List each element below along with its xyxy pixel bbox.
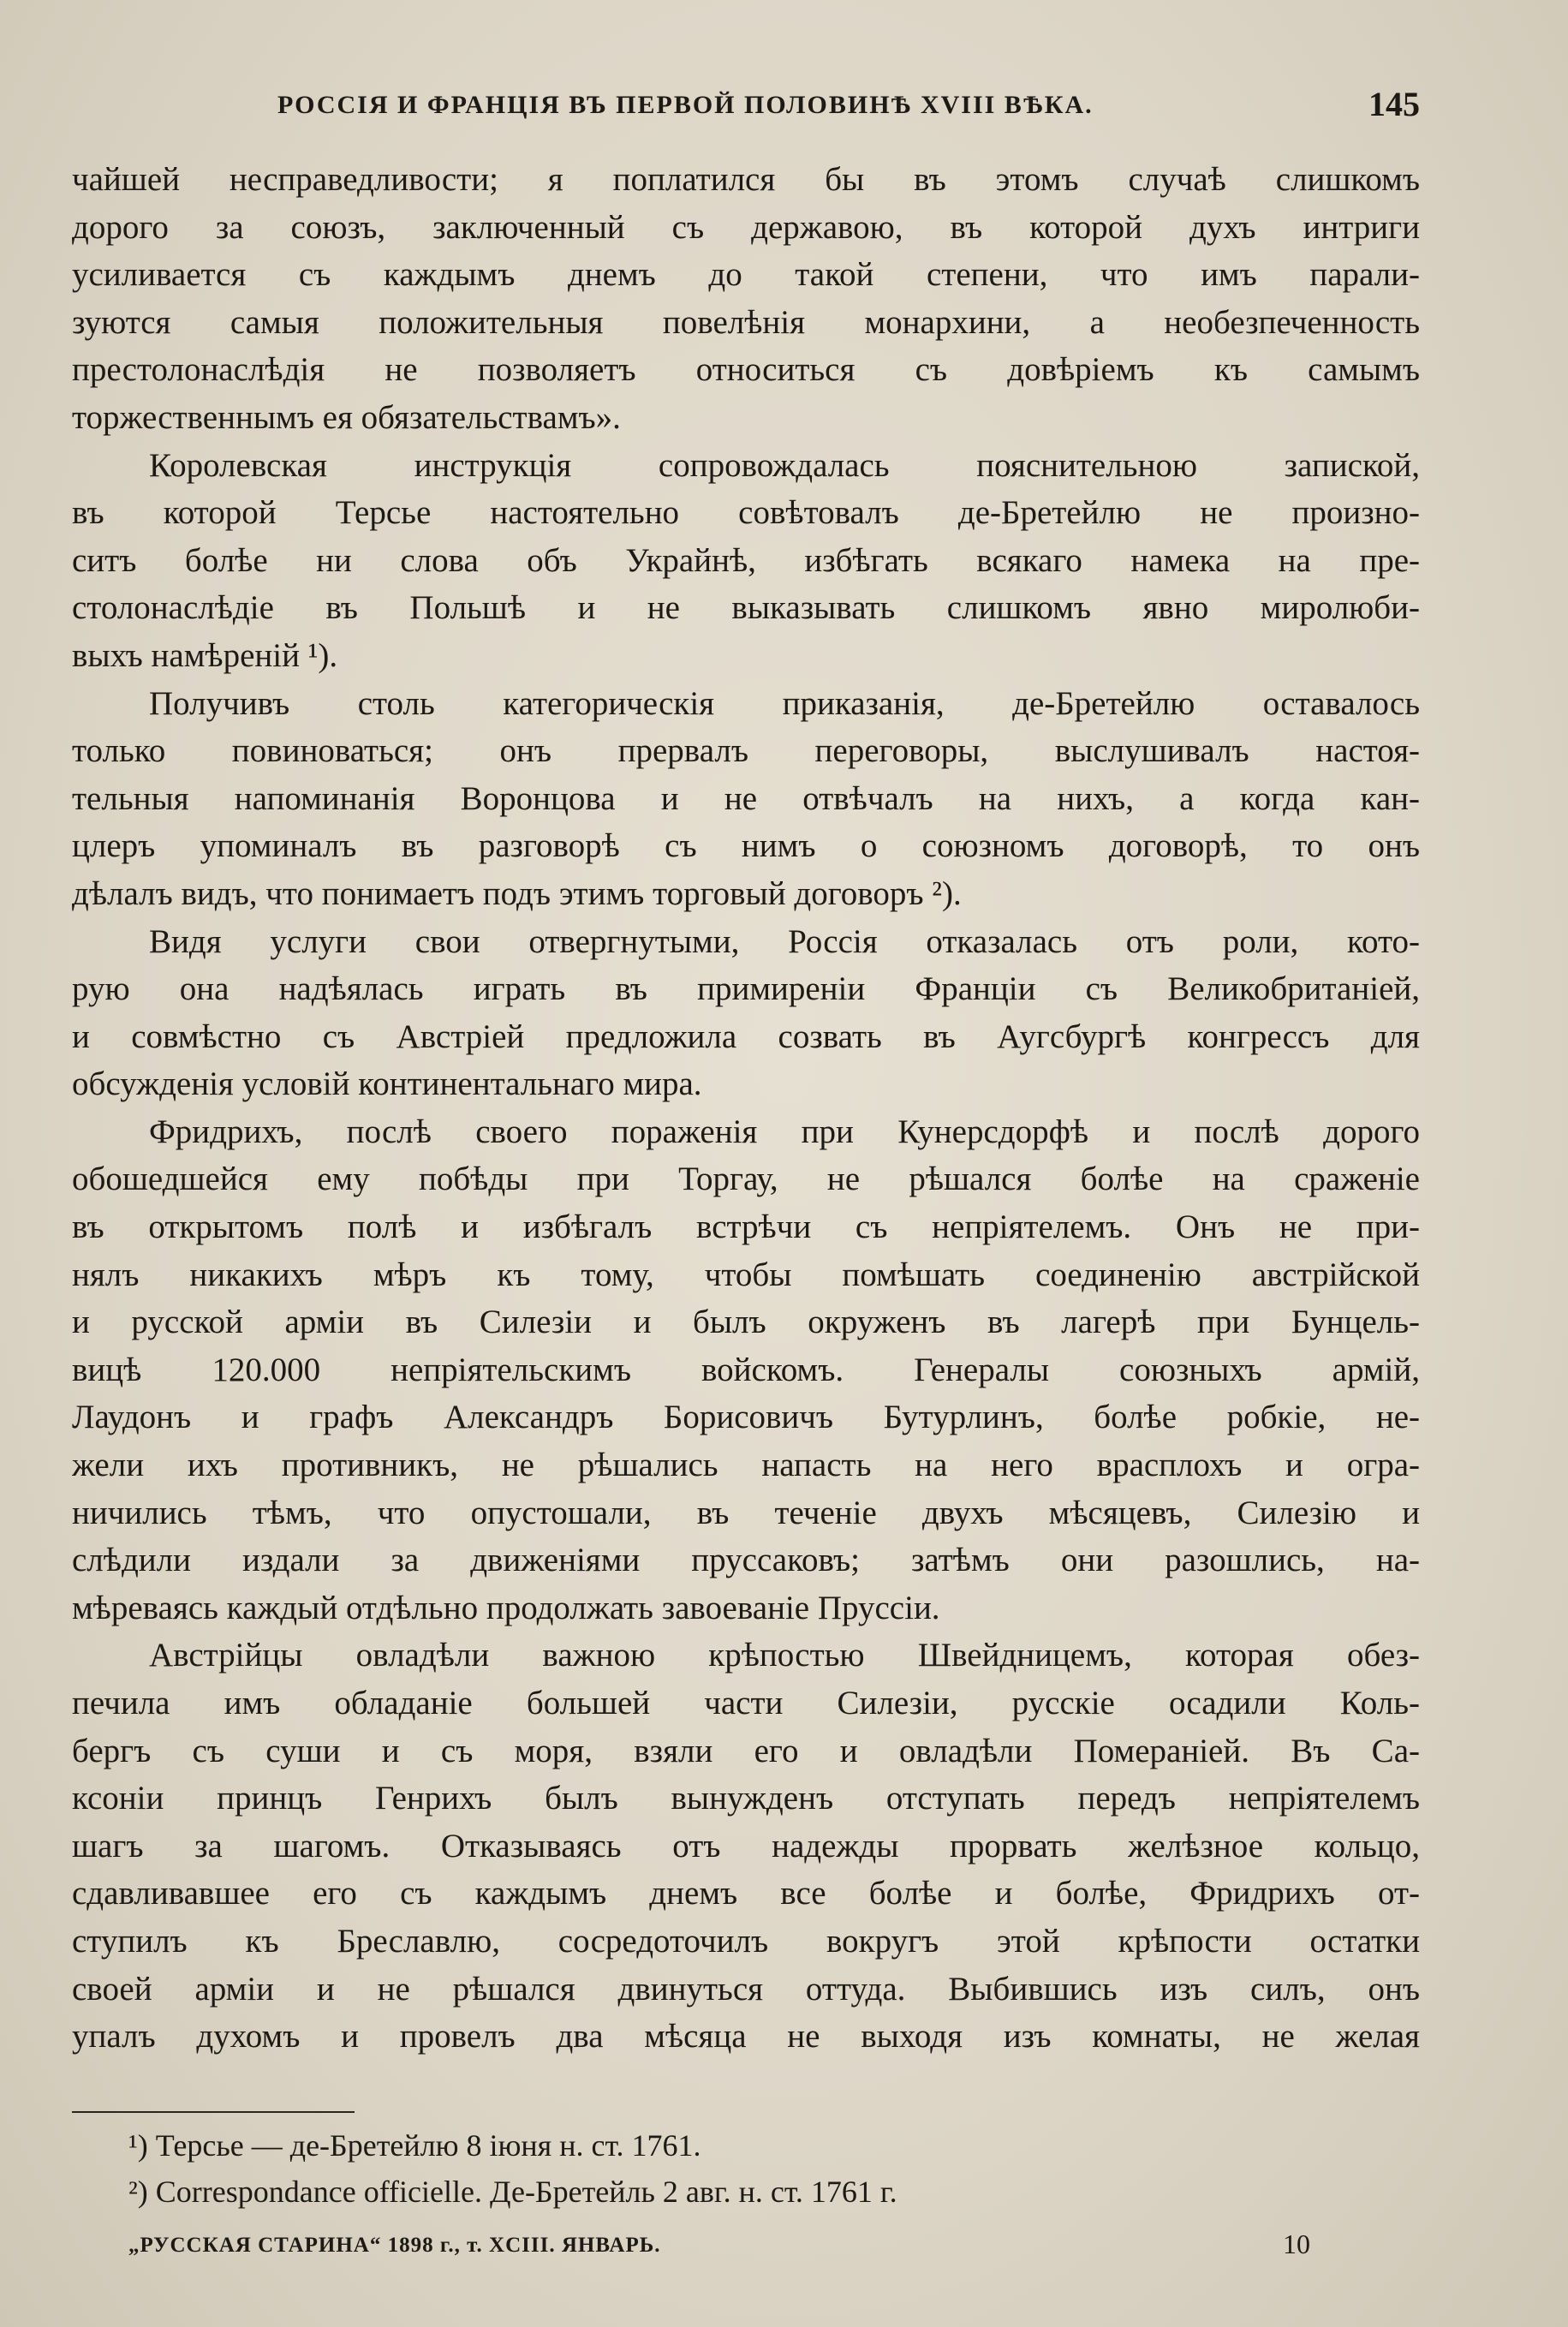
text-line: престолонаслѣдія не позволяетъ относиться съ довѣріемъ къ самымъ: [72, 351, 1420, 389]
text-line: обошедшейся ему побѣды при Торгау, не рѣшался болѣе на сраженіе: [72, 1161, 1420, 1198]
body-text: [72, 156, 1420, 2061]
text-line: своей арміи и не рѣшался двинуться оттуда. Выбившись изъ силъ, онъ: [72, 1970, 1420, 2008]
text-line: Лаудонъ и графъ Александръ Борисовичъ Бутурлинъ, болѣе робкіе, не-: [72, 1399, 1420, 1436]
text-line: бергъ съ суши и съ моря, взяли его и овладѣли Помераніей. Въ Са-: [72, 1732, 1420, 1769]
text-line: ступилъ къ Бреславлю, сосредоточилъ вокругъ этой крѣпости остатки: [72, 1922, 1420, 1960]
text-line: упалъ духомъ и провелъ два мѣсяца не выходя изъ комнаты, не желая: [72, 2018, 1420, 2056]
footnote-2: ²) Correspondance officielle. Де-Бретейль 2 авг. н. ст. 1761 г.: [128, 2175, 897, 2209]
text-line: нялъ никакихъ мѣръ къ тому, чтобы помѣшать соединенію австрійской: [72, 1256, 1420, 1293]
text-line: столонаслѣдіе въ Польшѣ и не выказывать слишкомъ явно миролюби-: [72, 589, 1420, 627]
text-line: мѣреваясь каждый отдѣльно продолжать завоеваніе Пруссіи.: [72, 1589, 940, 1626]
text-line: сдавливавшее его съ каждымъ днемъ все болѣе и болѣе, Фридрихъ от-: [72, 1875, 1420, 1912]
text-line: выхъ намѣреній ¹).: [72, 636, 338, 674]
text-line: Королевская инструкція сопровождалась пояснительною запиской,: [149, 446, 1420, 484]
text-line: ксоніи принцъ Генрихъ былъ вынужденъ отступать передъ непріятелемъ: [72, 1780, 1420, 1817]
text-line: шагъ за шагомъ. Отказываясь отъ надежды прорвать желѣзное кольцо,: [72, 1827, 1420, 1865]
text-line: въ которой Терсье настоятельно совѣтовалъ де-Бретейлю не произно-: [72, 494, 1420, 532]
text-line: обсужденія условій континентальнаго мира.: [72, 1065, 702, 1103]
text-line: ничились тѣмъ, что опустошали, въ теченіе двухъ мѣсяцевъ, Силезію и: [72, 1494, 1420, 1531]
journal-imprint: „РУССКАЯ СТАРИНА“ 1898 г., т. XCIII. ЯНВАРЬ.: [128, 2234, 661, 2257]
text-line: печила имъ обладаніе большей части Силезіи, русскіе осадили Коль-: [72, 1685, 1420, 1721]
running-title: РОССІЯ И ФРАНЦІЯ ВЪ ПЕРВОЙ ПОЛОВИНѢ XVIII ВѢКА.: [277, 91, 1094, 119]
text-line: и совмѣстно съ Австріей предложила созвать въ Аугсбургѣ конгрессъ для: [72, 1017, 1420, 1055]
text-line: цлеръ упоминалъ въ разговорѣ съ нимъ о союзномъ договорѣ, то онъ: [72, 827, 1420, 865]
text-line: торжественнымъ ея обязательствамъ».: [72, 398, 621, 436]
page-footer: [128, 2229, 1327, 2268]
text-line: и русской арміи въ Силезіи и былъ окруженъ въ лагерѣ при Бунцель-: [72, 1304, 1420, 1341]
signature-mark: 10: [1283, 2229, 1310, 2259]
text-line: чайшей несправедливости; я поплатился бы въ этомъ случаѣ слишкомъ: [72, 161, 1420, 198]
text-line: Получивъ столь категорическія приказанія, де-Бретейлю оставалось: [149, 684, 1420, 722]
text-line: жели ихъ противникъ, не рѣшались напасть на него врасплохъ и огра-: [72, 1447, 1420, 1484]
text-line: Фридрихъ, послѣ своего пораженія при Кунерсдорфѣ и послѣ дорого: [149, 1113, 1420, 1150]
text-line: Австрійцы овладѣли важною крѣпостью Швейдницемъ, которая обез-: [149, 1637, 1420, 1674]
text-line: въ открытомъ полѣ и избѣгалъ встрѣчи съ непріятелемъ. Онъ не при-: [72, 1208, 1420, 1246]
page-number: 145: [1368, 85, 1420, 123]
text-line: тельныя напоминанія Воронцова и не отвѣчалъ на нихъ, а когда кан-: [72, 779, 1420, 817]
text-line: дѣлалъ видъ, что понимаетъ подъ этимъ торговый договоръ ²).: [72, 874, 962, 912]
text-line: слѣдили издали за движеніями пруссаковъ; затѣмъ они разошлись, на-: [72, 1542, 1420, 1579]
text-line: только повиноваться; онъ прервалъ переговоры, выслушивалъ настоя-: [72, 732, 1420, 770]
text-line: ситъ болѣе ни слова объ Украйнѣ, избѣгать всякаго намека на пре-: [72, 541, 1420, 579]
footnotes: [128, 2122, 1327, 2215]
text-line: усиливается съ каждымъ днемъ до такой степени, что имъ парали-: [72, 256, 1420, 294]
footnote-separator: [72, 2111, 355, 2113]
footnote-1: ¹) Терсье — де-Бретейлю 8 іюня н. ст. 1761.: [128, 2128, 701, 2163]
text-line: вицѣ 120.000 непріятельскимъ войскомъ. Генералы союзныхъ армій,: [72, 1351, 1420, 1388]
text-line: дорого за союзъ, заключенный съ державою, въ которой духъ интриги: [72, 208, 1420, 246]
text-line: рую она надѣялась играть въ примиреніи Франціи съ Великобританіей,: [72, 970, 1420, 1008]
text-line: Видя услуги свои отвергнутыми, Россія отказалась отъ роли, кото-: [149, 922, 1420, 960]
page-header: [72, 84, 1420, 135]
text-line: зуются самыя положительныя повелѣнія монархини, а необезпеченность: [72, 303, 1420, 341]
